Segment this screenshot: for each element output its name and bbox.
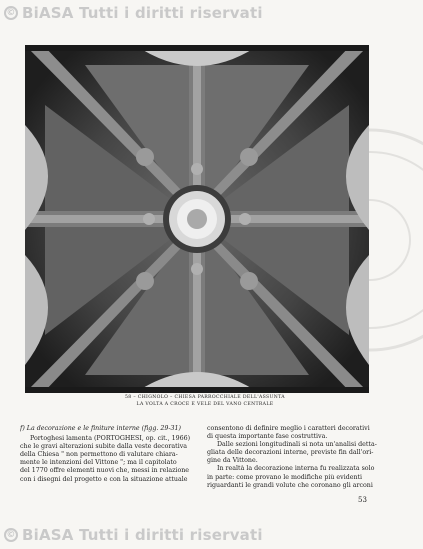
watermark-top: [4, 2, 304, 24]
text-line: gliata delle decorazioni interne, previste fin dall'ori-: [207, 449, 374, 457]
watermark-text: BiASA Tutti i diritti riservati: [22, 526, 263, 544]
text-line: riguardanti le grandi volute che coronano gli arconi: [207, 481, 373, 489]
text-line: In realtà la decorazione interna fu realizzata solo: [217, 465, 375, 473]
copyright-icon: ©: [4, 528, 18, 542]
text-line: Portoghesi lamenta (PORTOGHESI, op. cit., 1966): [30, 435, 191, 443]
caption-line-1: 58 – CHIGNOLO – CHIESA PARROCCHIALE DELL'ASSUNTA: [125, 395, 285, 400]
page-number: 53: [358, 496, 367, 504]
text-line: gine da Vittone.: [207, 457, 258, 465]
text-line: in parte: come provano le modifiche più evidenti: [207, 473, 363, 481]
right-text-column: [207, 425, 382, 490]
caption-line-2: LA VOLTA A CROCE E VELE DEL VANO CENTRALE: [136, 401, 274, 407]
text-line: consentono di definire meglio i caratteri decorativi: [207, 425, 370, 432]
watermark-text: BiASA Tutti i diritti riservati: [22, 4, 263, 22]
text-line: con i disegni del progetto e con la situazione attuale: [20, 475, 188, 483]
left-text-column: [20, 425, 195, 484]
text-line: Dalle sezioni longitudinali si nota un'analisi detta-: [217, 441, 377, 449]
section-heading: f) La decorazione e le finiture interne (figg. 29-31): [20, 425, 181, 432]
text-line: della Chiesa " non permettono di valutare chiara-: [20, 451, 178, 459]
text-line: di questa importante fase costruttiva.: [207, 433, 328, 441]
text-line: mente le intenzioni del Vittone "; ma il capitolato: [20, 459, 177, 467]
text-line: del 1770 offre elementi nuovi che, messi in relazione: [20, 467, 190, 475]
copyright-icon: ©: [4, 6, 18, 20]
text-line: che le gravi alterazioni subite dalla veste decorativa: [20, 443, 188, 451]
watermark-bottom: [4, 524, 304, 546]
figure-caption: [60, 395, 350, 408]
vault-photograph: [25, 45, 369, 393]
